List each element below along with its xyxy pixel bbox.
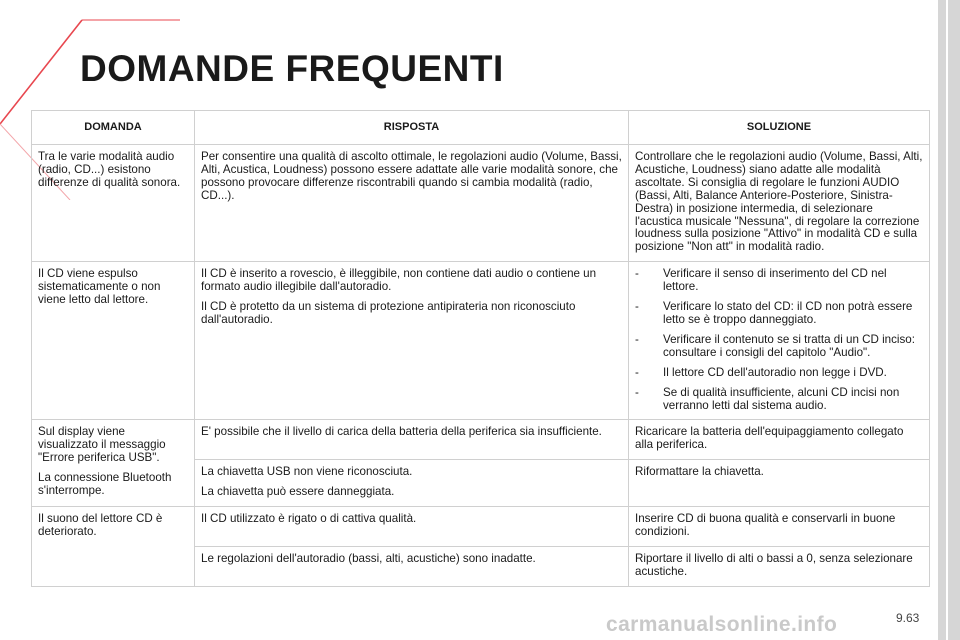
list-item <box>635 334 923 360</box>
table-row <box>32 262 930 420</box>
table-header-row <box>32 111 930 145</box>
solution-cell <box>629 420 930 460</box>
solution-list <box>635 268 923 412</box>
side-tab-divider <box>946 0 948 640</box>
solution-text: Se di qualità insufficiente, alcuni CD incisi non verranno letti dal sistema audio. <box>663 385 900 412</box>
bullet-dash: - <box>635 300 639 314</box>
question-text: Il CD viene espulso sistematicamente o non viene letto dal lettore. <box>38 267 161 307</box>
list-item <box>635 301 923 327</box>
solution-cell <box>629 507 930 547</box>
bullet-dash: - <box>635 267 639 281</box>
column-header-answer: RISPOSTA <box>195 111 629 145</box>
question-cell <box>32 145 195 262</box>
solution-cell <box>629 145 930 262</box>
answer-cell <box>195 420 629 460</box>
answer-cell <box>195 262 629 420</box>
answer-text: Le regolazioni dell'autoradio (bassi, alti, acustiche) sono inadatte. <box>201 551 536 565</box>
question-cell <box>32 420 195 507</box>
solution-text: Ricaricare la batteria dell'equipaggiamento collegato alla periferica. <box>635 425 904 452</box>
solution-text: Verificare lo stato del CD: il CD non potrà essere letto se è troppo danneggiato. <box>663 300 913 326</box>
solution-cell <box>629 460 930 507</box>
bullet-dash: - <box>635 385 639 399</box>
list-item <box>635 268 923 294</box>
solution-text: Riportare il livello di alti o bassi a 0, senza selezionare acustiche. <box>635 551 913 578</box>
answer-text: Il CD è inserito a rovescio, è illeggibile, non contiene dati audio o contiene un formato audio illegibile dall'autoradio. <box>201 267 597 294</box>
solution-text: Inserire CD di buona qualità e conservarli in buone condizioni. <box>635 512 896 538</box>
bullet-dash: - <box>635 365 639 379</box>
solution-text: Verificare il contenuto se si tratta di un CD inciso: consultare i consigli del capitolo "Audio". <box>663 332 915 359</box>
answer-text: Per consentire una qualità di ascolto ottimale, le regolazioni audio (Volume, Bassi, Alti, Acustica, Loudness) possono essere adattate alle varie modalità sonore, che possono provocare differenze riscontrabili quando si cambia modalità (radio, CD...). <box>201 150 622 202</box>
answer-cell <box>195 546 629 586</box>
solution-text: Verificare il senso di inserimento del CD nel lettore. <box>663 267 887 294</box>
question-cell <box>32 262 195 420</box>
faq-table <box>31 110 930 587</box>
answer-text: Il CD utilizzato è rigato o di cattiva qualità. <box>201 512 417 526</box>
solution-text: Riformattare la chiavetta. <box>635 465 764 479</box>
list-item <box>635 387 923 413</box>
answer-cell <box>195 145 629 262</box>
question-cell <box>32 507 195 587</box>
solution-cell <box>629 546 930 586</box>
question-text: Sul display viene visualizzato il messaggio "Errore periferica USB". <box>38 425 166 465</box>
answer-text: E' possibile che il livello di carica della batteria della periferica sia insufficiente. <box>201 425 602 439</box>
table-row <box>32 420 930 460</box>
watermark-text: carmanualsonline.info <box>606 613 838 636</box>
list-item <box>635 367 923 380</box>
table-row <box>32 507 930 547</box>
answer-cell <box>195 460 629 507</box>
answer-text: La chiavetta può essere danneggiata. <box>201 485 395 499</box>
page-number: 9.63 <box>896 611 920 625</box>
solution-text: Il lettore CD dell'autoradio non legge i DVD. <box>663 365 887 379</box>
column-header-solution: SOLUZIONE <box>629 111 930 145</box>
table-row <box>32 145 930 262</box>
column-header-question: DOMANDA <box>32 111 195 145</box>
question-text: Il suono del lettore CD è deteriorato. <box>38 512 163 538</box>
answer-text: La chiavetta USB non viene riconosciuta. <box>201 465 413 479</box>
solution-text: Controllare che le regolazioni audio (Volume, Bassi, Alti, Acustiche, Loudness) siano adatte alle modalità ascoltate. Si consiglia di regolare le funzioni AUDIO (Bassi, Alti, Balance Anteriore-Posteriore, Sinistra-Destra) in posizione intermedia, di selezionare l'acustica musicale "Nessuna", di regolare la correzione loudness sulla posizione "Attivo" in modalità CD e sulla posizione "Non att" in modalità radio. <box>635 150 923 254</box>
answer-cell <box>195 507 629 547</box>
answer-text: Il CD è protetto da un sistema di protezione antipirateria non riconosciuto dall'autoradio. <box>201 300 576 326</box>
bullet-dash: - <box>635 332 639 346</box>
question-text: Tra le varie modalità audio (radio, CD...) esistono differenze di qualità sonora. <box>38 150 181 189</box>
page-title: DOMANDE FREQUENTI <box>80 48 504 89</box>
page-side-tab <box>938 0 960 640</box>
question-text: La connessione Bluetooth s'interrompe. <box>38 471 172 498</box>
solution-cell <box>629 262 930 420</box>
